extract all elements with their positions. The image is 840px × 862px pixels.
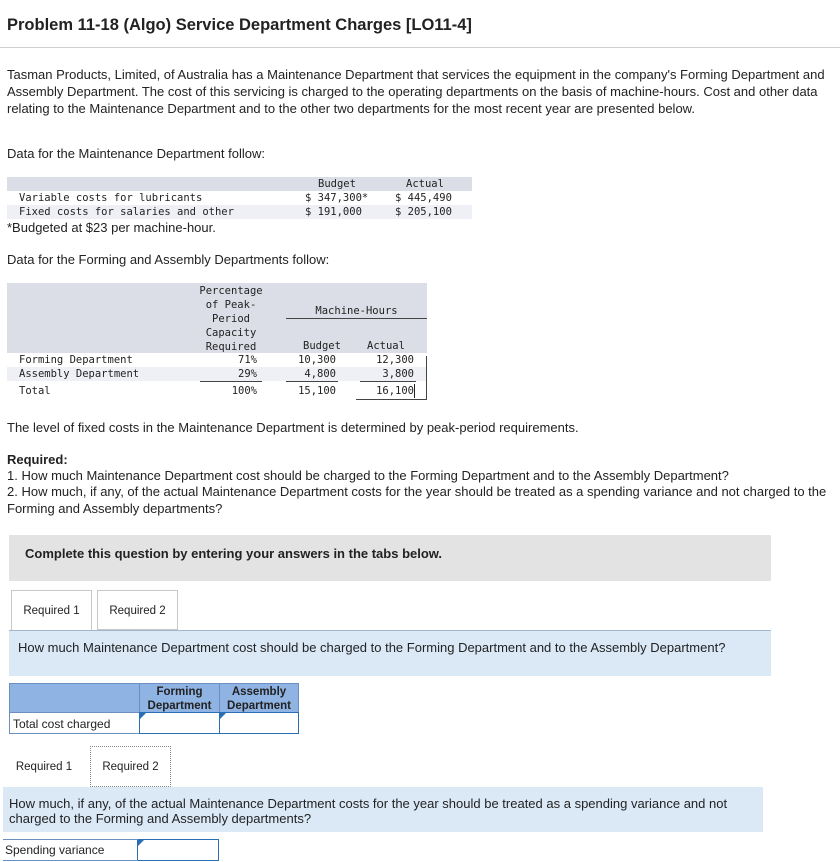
input-marker-icon [140, 713, 146, 719]
dept-row-label: Total [19, 385, 51, 397]
dept-row-budget: 4,800 [304, 368, 336, 380]
question-1-box [9, 630, 771, 676]
dept-row-pct: 100% [231, 385, 257, 397]
assembly-cost-input[interactable] [219, 712, 299, 734]
dept-table-right-border [426, 356, 427, 400]
dept-row-pct: 71% [238, 354, 257, 366]
maint-row-actual: $ 205,100 [395, 206, 452, 218]
spending-variance-label: Spending variance [3, 839, 138, 861]
dept-heading: Data for the Forming and Assembly Departments follow: [7, 252, 330, 267]
dept-subtotal-line [360, 381, 416, 382]
dept-col-budget: Budget [303, 340, 341, 352]
dept-row-budget: 10,300 [298, 354, 336, 366]
intro-paragraph: Tasman Products, Limited, of Australia has a Maintenance Department that services the equipment in the company's Forming Department and Assembly Department. The cost of this servicing is charged to the operating departments on the basis of machine-hours. Cost and other data relating to the Maintenance Department and to the other two departments for the most recent year are presented below. [7, 67, 825, 116]
maint-row-label: Variable costs for lubricants [19, 192, 203, 204]
input-marker-icon [138, 840, 144, 846]
required-label: Required: [7, 452, 68, 467]
dept-row-actual: 12,300 [376, 354, 414, 366]
grid2-top-line [3, 839, 138, 840]
maint-row-budget: $ 191,000 [305, 206, 362, 218]
dept-mh-header: Machine-Hours [315, 305, 398, 317]
dept-pct-header: Percentage of Peak- Period Capacity Required [199, 285, 263, 353]
text-cursor [414, 384, 415, 398]
dept-row-actual: 3,800 [382, 368, 414, 380]
dept-subtotal-line [200, 381, 262, 382]
maint-row-actual: $ 445,490 [395, 192, 452, 204]
grid-col-assembly: Assembly Department [219, 683, 299, 713]
dept-row-label: Assembly Department [19, 368, 140, 380]
required-1-text: 1. How much Maintenance Department cost should be charged to the Forming Department and to the Assembly Department? [7, 468, 729, 483]
maint-footnote: *Budgeted at $23 per machine-hour. [7, 220, 216, 235]
dept-row-budget: 15,100 [298, 385, 336, 397]
maint-heading: Data for the Maintenance Department follow: [7, 146, 265, 161]
spending-variance-input[interactable] [137, 839, 219, 861]
tab-required-1[interactable]: Required 1 [11, 590, 92, 631]
dept-col-actual: Actual [367, 340, 405, 352]
problem-title: Problem 11-18 (Algo) Service Department Charges [LO11-4] [7, 16, 472, 34]
dept-total-line [356, 399, 427, 400]
required-2-text: 2. How much, if any, of the actual Maintenance Department costs for the year should be treated as a spending variance and not charged to the Forming and Assembly departments? [7, 484, 827, 516]
question-1-text: How much Maintenance Department cost should be charged to the Forming Department and to the Assembly Department? [18, 640, 726, 655]
instruction-box [9, 535, 771, 581]
grid-col-forming: Forming Department [139, 683, 220, 713]
grid-header-blank [9, 683, 140, 713]
dept-row-pct: 29% [238, 368, 257, 380]
maint-col-budget: Budget [318, 178, 356, 190]
instruction-text: Complete this question by entering your answers in the tabs below. [25, 546, 443, 561]
grid-row-label: Total cost charged [9, 712, 140, 734]
tab-required-2-b[interactable]: Required 2 [90, 746, 171, 787]
forming-cost-input[interactable] [139, 712, 220, 734]
input-marker-icon [220, 713, 226, 719]
title-divider [0, 47, 840, 48]
maint-col-actual: Actual [406, 178, 444, 190]
question-2-box [3, 787, 763, 832]
dept-row-actual: 16,100 [376, 385, 414, 397]
maint-row-budget: $ 347,300* [305, 192, 369, 204]
grid2-bottom-line [3, 860, 138, 861]
fixed-cost-note: The level of fixed costs in the Maintenance Department is determined by peak-period requirements. [7, 420, 579, 435]
dept-row-label: Forming Department [19, 354, 133, 366]
maint-table-header-band [7, 177, 472, 191]
maint-row-label: Fixed costs for salaries and other [19, 206, 234, 218]
dept-subtotal-line [286, 381, 338, 382]
dept-mh-underline [286, 318, 427, 319]
question-2-text: How much, if any, of the actual Maintenance Department costs for the year should be treated as a spending variance and not charged to the Forming and Assembly departments? [9, 796, 728, 826]
tab-required-2[interactable]: Required 2 [97, 590, 178, 630]
tab-required-1-b[interactable]: Required 1 [3, 746, 85, 786]
